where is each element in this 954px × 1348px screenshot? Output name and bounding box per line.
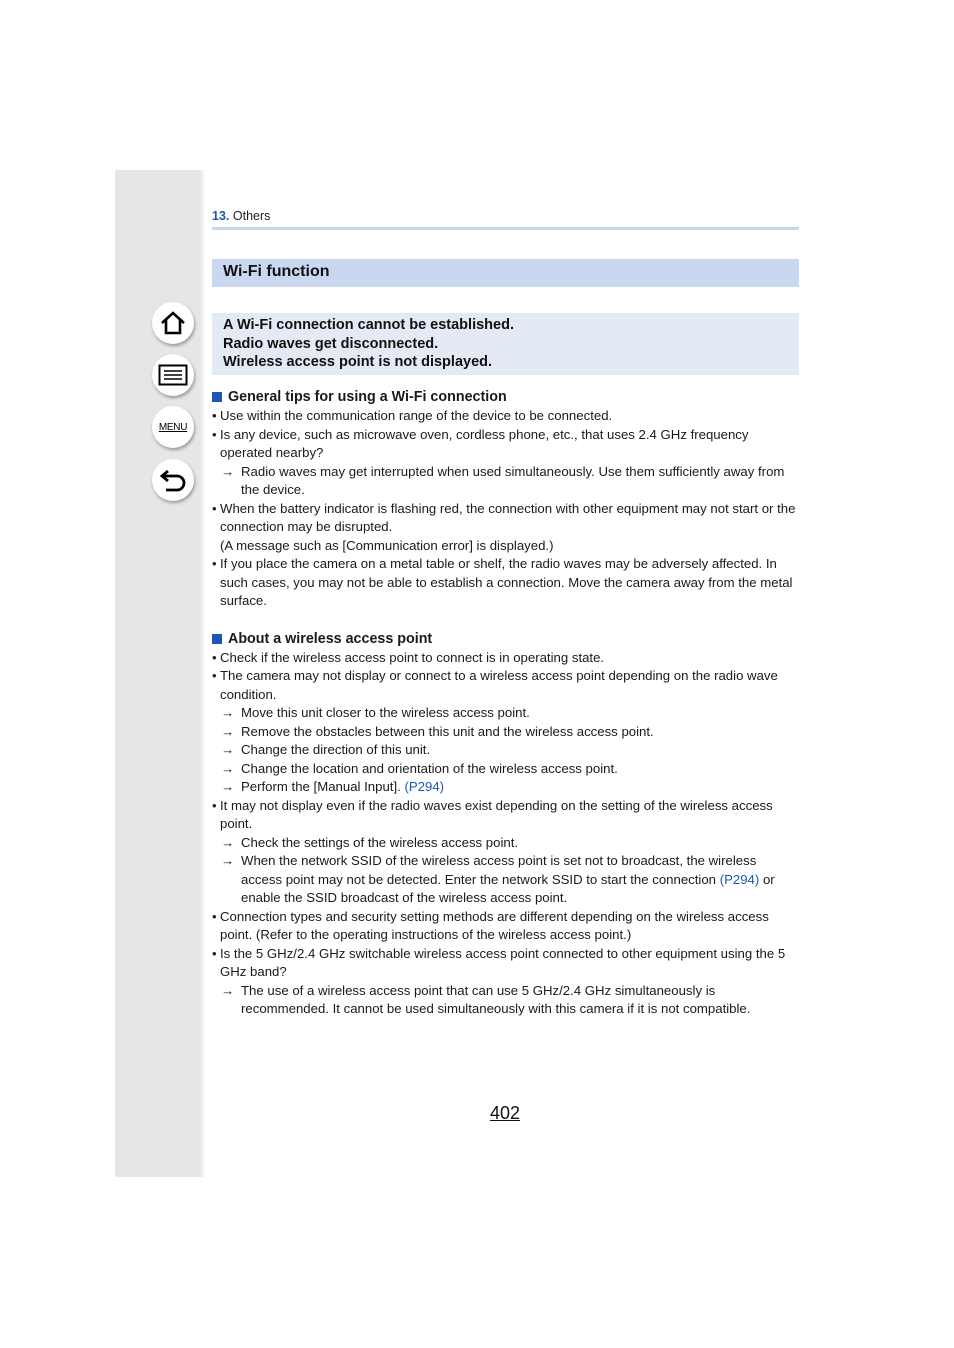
menu-icon: MENU	[158, 421, 188, 433]
list-item: • The camera may not display or connect to a wireless access point depending on the radio wave condition.	[212, 667, 799, 704]
list-item: • If you place the camera on a metal table or shelf, the radio waves may be adversely affected. In such cases, you may not be able to establish a connection. Move the camera away from the metal surface.	[212, 555, 799, 611]
chapter-number: 13.	[212, 209, 230, 223]
square-bullet-icon	[212, 392, 222, 402]
breadcrumb	[212, 209, 270, 223]
section-title: Wi-Fi function	[212, 259, 799, 287]
arrow-item: → Check the settings of the wireless access point.	[212, 834, 799, 853]
list-item: • When the battery indicator is flashing red, the connection with other equipment may not start or the connection may be disrupted.	[212, 500, 799, 537]
list-item: • It may not display even if the radio waves exist depending on the setting of the wireless access point.	[212, 797, 799, 834]
arrow-item: → The use of a wireless access point that can use 5 GHz/2.4 GHz simultaneously is recommended. It cannot be used simultaneously with this camera if it is not compatible.	[212, 982, 799, 1019]
list-item: • Check if the wireless access point to connect is in operating state.	[212, 649, 799, 668]
list-item: • Is any device, such as microwave oven, cordless phone, etc., that uses 2.4 GHz frequency operated nearby?	[212, 426, 799, 463]
back-icon	[159, 468, 187, 492]
problem-box	[212, 313, 799, 375]
arrow-item: → Radio waves may get interrupted when used simultaneously. Use them sufficiently away from the device.	[212, 463, 799, 500]
contents-button[interactable]	[152, 354, 194, 396]
sidebar-edge	[201, 170, 204, 1177]
list-item: • Is the 5 GHz/2.4 GHz switchable wireless access point connected to other equipment using the 5 GHz band?	[212, 945, 799, 982]
problem-line: Wireless access point is not displayed.	[223, 354, 493, 370]
arrow-item: → Remove the obstacles between this unit and the wireless access point.	[212, 723, 799, 742]
header-rule	[212, 227, 799, 230]
arrow-item: → Move this unit closer to the wireless access point.	[212, 704, 799, 723]
problem-line: A Wi-Fi connection cannot be established.	[223, 317, 514, 333]
list-item: • Use within the communication range of the device to be connected.	[212, 407, 799, 426]
list-icon	[158, 364, 188, 386]
page-link[interactable]: (P294)	[404, 779, 445, 794]
arrow-item: → Change the direction of this unit.	[212, 741, 799, 760]
arrow-item: → Change the location and orientation of the wireless access point.	[212, 760, 799, 779]
menu-button[interactable]	[152, 406, 194, 448]
home-icon	[159, 310, 187, 336]
chapter-title: Others	[232, 209, 271, 223]
square-bullet-icon	[212, 634, 222, 644]
arrow-item: → When the network SSID of the wireless access point is set not to broadcast, the wireless access point may not be detected. Enter the network SSID to start the connection (P294) or enable the SSID broadcast of the wireless access point.	[212, 852, 799, 908]
page-number: 402	[490, 1103, 521, 1123]
back-button[interactable]	[152, 459, 194, 501]
page-link[interactable]: (P294)	[719, 871, 760, 887]
subsection-heading: General tips for using a Wi-Fi connection	[212, 388, 799, 407]
note-text: (A message such as [Communication error] is displayed.)	[220, 537, 554, 553]
arrow-item: → Perform the [Manual Input]. (P294)	[212, 778, 799, 797]
main-content	[212, 388, 799, 1019]
subsection-heading: About a wireless access point	[212, 630, 799, 649]
home-button[interactable]	[152, 302, 194, 344]
list-item: • Connection types and security setting methods are different depending on the wireless access point. (Refer to the operating instructions of the wireless access point.)	[212, 908, 799, 945]
problem-line: Radio waves get disconnected.	[223, 335, 439, 352]
